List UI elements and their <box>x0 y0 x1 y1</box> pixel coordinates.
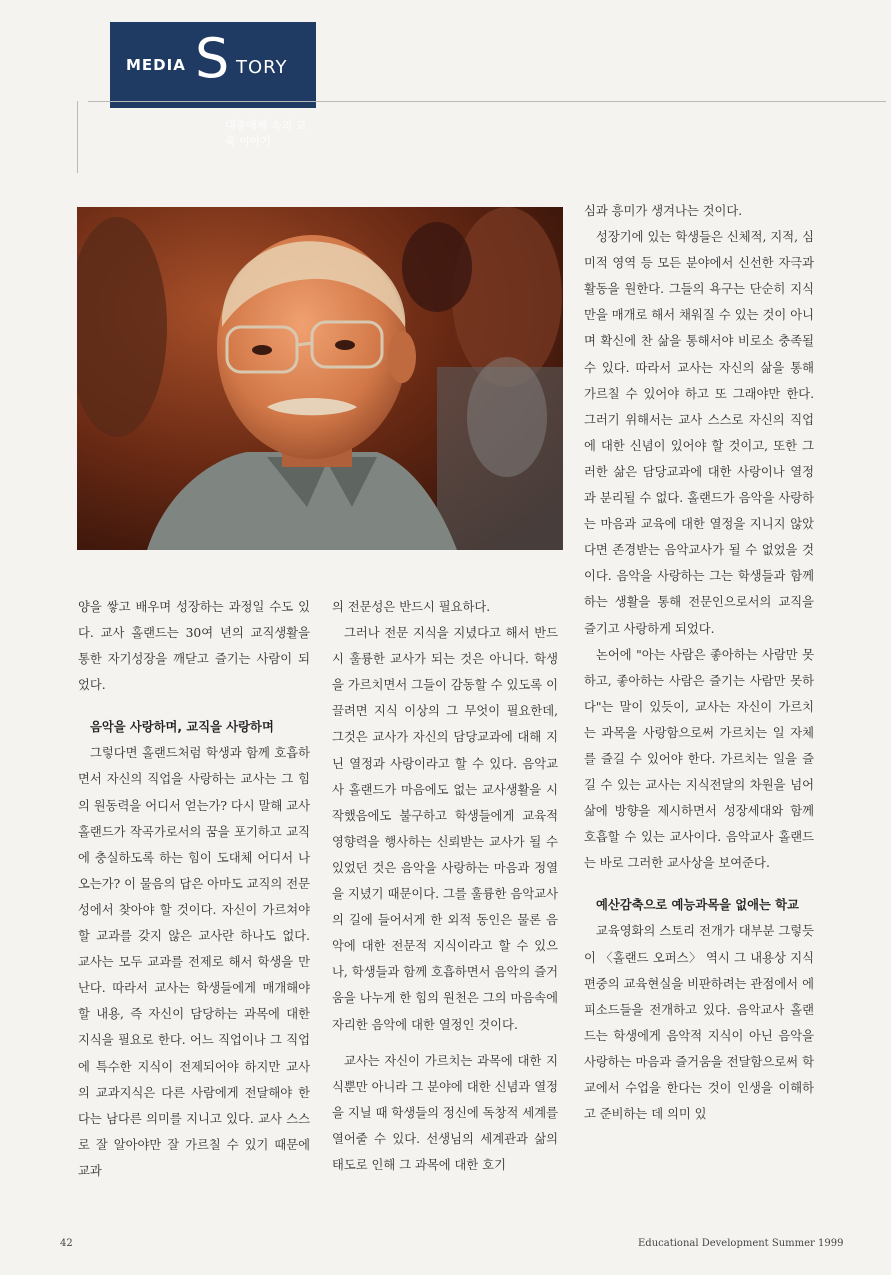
paragraph: 논어에 "아는 사람은 좋아하는 사람만 못하고, 좋아하는 사람은 즐기는 사람만 못하다"는 말이 있듯이, 교사는 자신이 가르치는 과목을 사랑함으로써 가르치는 일 자체를 즐길 수 있어야 한다. 가르치는 일을 즐길 수 있는 교사는 지식전달의 차원을 넘어 삶에 방향을 제시하면서 성장세대와 함께 호흡할 수 있는 교사이다. 음악교사 홀랜드는 바로 그러한 교사상을 보여준다. <box>584 647 814 871</box>
section-heading: 예산감축으로 예능과목을 없애는 학교 <box>596 898 799 913</box>
portrait-photo-icon <box>77 207 563 550</box>
header-vertical-rule <box>77 101 78 173</box>
paragraph: 양을 쌓고 배우며 성장하는 과정일 수도 있다. 교사 홀랜드는 30여 년의 교직생활을 통한 자기성장을 깨닫고 즐기는 사람이 되었다. <box>78 600 310 693</box>
page-number: 42 <box>60 1238 73 1249</box>
paragraph: 성장기에 있는 학생들은 신체적, 지적, 심미적 영역 등 모든 분야에서 신선한 자극과 활동을 원한다. 그들의 욕구는 단순히 지식만을 매개로 해서 채워질 수 있는 것이 아니며 확신에 찬 삶을 통해서야 비로소 충족될 수 있다. 따라서 교사는 자신의 삶을 통해 가르칠 수 있어야 하고 또 그래야만 한다. 그러기 위해서는 교사 스스로 자신의 직업에 대한 신념이 있어야 할 것이고, 또한 그러한 삶은 담당교과에 대한 사랑이나 열정과 분리될 수 없다. 홀랜드가 음악을 사랑하는 마음과 교육에 대한 열정을 지니지 않았다면 존경받는 음악교사가 될 수 없었을 것이다. 음악을 사랑하는 그는 학생들과 함께 하는 생활을 통해 전문인으로서의 교직을 즐기고 사랑하게 되었다. <box>584 230 814 636</box>
journal-footer: Educational Development Summer 1999 <box>638 1238 844 1249</box>
section-heading: 음악을 사랑하며, 교직을 사랑하며 <box>90 720 274 735</box>
text-column-1 <box>78 594 310 1184</box>
media-story-logo <box>110 22 316 148</box>
paragraph: 그렇다면 홀랜드처럼 학생과 함께 호흡하면서 자신의 직업을 사랑하는 교사는 그 힘의 원동력을 어디서 얻는가? 다시 말해 교사 홀랜드가 작곡가로서의 꿈을 포기하고 교직에 충실하도록 하는 힘이 도대체 어디서 나오는가? 이 물음의 답은 아마도 교직의 전문성에서 찾아야 할 것이다. 자신이 가르쳐야 할 교과를 갖지 않은 교사란 하나도 없다. 교사는 모두 교과를 전제로 해서 학생을 만난다. 따라서 교사는 학생들에게 매개해야 할 내용, 즉 자신이 담당하는 과목에 대한 지식을 필요로 한다. 어느 직업이나 그 직업에 특수한 지식이 전제되어야 하지만 교사의 교과지식은 다른 사람에게 전달해야 한다는 남다른 의미를 지니고 있다. 교사 스스로 잘 알아야만 잘 가르칠 수 있기 때문에 교과 <box>78 746 310 1178</box>
logo-media-text: MEDIA <box>126 56 186 74</box>
text-column-3 <box>584 198 814 1127</box>
logo-tory-text: TORY <box>236 57 288 78</box>
text-column-2 <box>332 594 558 1178</box>
paragraph: 교육영화의 스토리 전개가 대부분 그렇듯이 〈홀랜드 오퍼스〉 역시 그 내용상 지식편중의 교육현실을 비판하려는 관점에서 에피소드들을 전개하고 있다. 음악교사 홀랜드는 학생에게 음악적 지식이 아닌 음악을 사랑하는 마음과 즐거움을 전달함으로써 학교에서 수업을 한다는 것이 인생을 이해하고 준비하는 데 의미 있 <box>584 924 814 1122</box>
paragraph: 심과 흥미가 생겨나는 것이다. <box>584 204 743 218</box>
paragraph: 교사는 자신이 가르치는 과목에 대한 지식뿐만 아니라 그 분야에 대한 신념과 열정을 지닐 때 학생들의 정신에 독창적 세계를 열어줄 수 있다. 선생님의 세계관과 삶의 태도로 인해 그 과목에 대한 호기 <box>332 1053 558 1172</box>
paragraph: 의 전문성은 반드시 필요하다. <box>332 600 491 614</box>
logo-s-letter: S <box>195 27 230 90</box>
section-subtitle: 대중매체 속의 교육 이야기 <box>225 119 307 148</box>
header-rule <box>88 101 886 102</box>
paragraph: 그러나 전문 지식을 지녔다고 해서 반드시 훌륭한 교사가 되는 것은 아니다. 학생을 가르치면서 그들이 감동할 수 있도록 이끌려면 지식 이상의 그 무엇이 필요한데, 그것은 교사가 자신의 담당교과에 대해 지닌 열정과 사랑이라고 할 수 있다. 음악교사 홀랜드가 마음에도 없는 교사생활을 시작했음에도 불구하고 학생들에게 교육적 영향력을 행사하는 신뢰받는 교사가 될 수 있었던 것은 음악을 사랑하는 마음과 정열을 지녔기 때문이다. 그를 훌륭한 음악교사의 길에 들어서게 한 외적 동인은 물론 음악에 대한 전문적 지식이라고 할 수 있으나, 학생들과 함께 호흡하면서 음악의 즐거움을 나누게 한 힘의 원천은 그의 마음속에 자리한 음악에 대한 열정인 것이다. <box>332 626 558 1032</box>
